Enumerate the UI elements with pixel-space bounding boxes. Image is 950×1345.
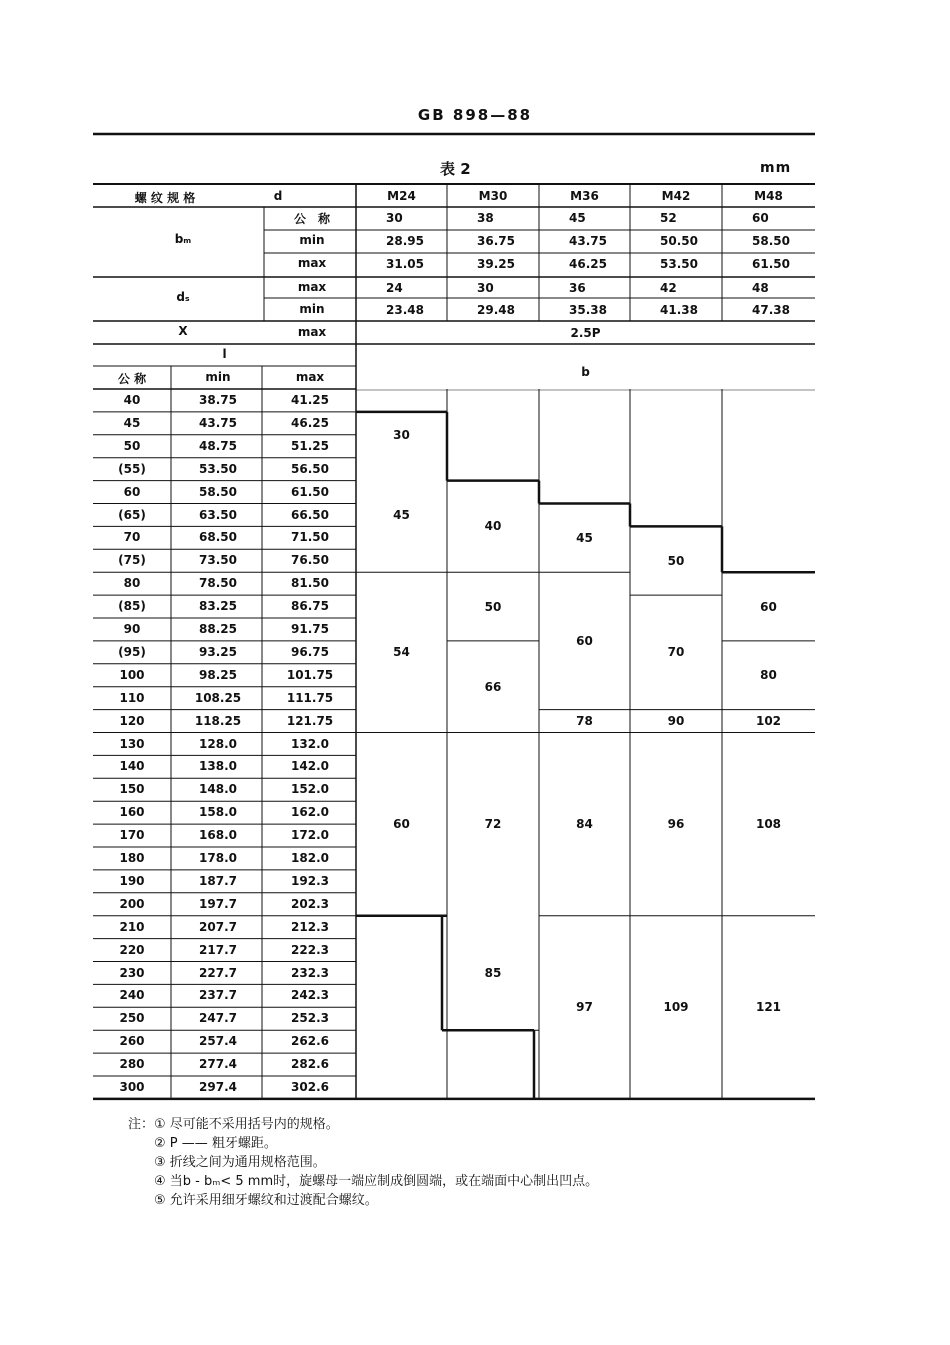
bm-value: 39.25 — [477, 257, 515, 271]
b-value-m48: 121 — [755, 1000, 782, 1015]
b-value-m24: 30 — [393, 427, 410, 442]
l-nominal: 160 — [119, 805, 145, 820]
ds-value: 35.38 — [569, 303, 607, 317]
l-max-header: max — [295, 370, 325, 384]
unit-label: mm — [760, 160, 792, 176]
table-caption: 表 2 — [440, 160, 471, 178]
bm-value: 45 — [569, 211, 586, 225]
ds-value: 24 — [386, 281, 403, 295]
bm-value: 60 — [752, 211, 769, 225]
l-max: 302.6 — [291, 1080, 329, 1094]
ds-value: 42 — [660, 281, 677, 295]
l-nominal: 50 — [123, 438, 141, 453]
l-nominal: 80 — [123, 576, 141, 591]
bm-value: 28.95 — [386, 234, 424, 248]
b-value-m30: 40 — [484, 519, 502, 534]
b-value-m48: 60 — [760, 599, 777, 614]
b-value-m42: 96 — [667, 817, 685, 832]
l-nominal: 45 — [123, 415, 141, 430]
l-nominal: 90 — [123, 622, 141, 636]
l-max: 41.25 — [291, 393, 329, 407]
l-nominal: 180 — [119, 851, 145, 865]
b-symbol: b — [581, 365, 590, 379]
l-min: 63.50 — [199, 507, 237, 522]
b-value-m24: 60 — [393, 817, 410, 832]
l-nominal: 100 — [119, 667, 145, 682]
l-max: 212.3 — [291, 919, 329, 934]
l-max: 121.75 — [286, 713, 334, 728]
l-max: 71.50 — [291, 530, 329, 545]
l-nominal: 170 — [119, 828, 145, 843]
l-nominal: 230 — [119, 965, 145, 980]
l-min: 108.25 — [194, 690, 242, 705]
bm-max-label: max — [297, 256, 327, 270]
b-value-m48: 108 — [755, 817, 782, 832]
b-value-m24: 54 — [393, 645, 410, 660]
l-max: 56.50 — [291, 461, 329, 476]
l-min: 158.0 — [199, 805, 237, 820]
l-nominal: 280 — [119, 1057, 145, 1072]
l-min: 73.50 — [199, 553, 237, 568]
b-value-m36: 78 — [576, 713, 593, 728]
size-m24: M24 — [387, 189, 416, 203]
bm-value: 50.50 — [660, 234, 698, 248]
l-min: 53.50 — [199, 461, 237, 476]
bm-value: 52 — [660, 211, 677, 225]
l-min: 38.75 — [199, 393, 237, 407]
b-value-m42: 50 — [667, 553, 685, 568]
l-max: 262.6 — [291, 1034, 329, 1049]
l-min: 43.75 — [199, 415, 237, 430]
l-min: 78.50 — [199, 576, 237, 591]
document-header: GB 898—88 — [417, 106, 533, 124]
bm-nominal-label: 公 称 — [293, 212, 330, 226]
l-min: 128.0 — [199, 736, 237, 751]
l-nominal: (65) — [118, 507, 146, 522]
bm-value: 46.25 — [569, 257, 607, 271]
l-min: 178.0 — [199, 851, 237, 865]
x-symbol: X — [178, 324, 188, 338]
l-nominal: 240 — [119, 988, 145, 1003]
bm-value: 38 — [477, 211, 494, 225]
l-nominal-header: 公 称 — [117, 372, 147, 386]
l-min: 217.7 — [199, 942, 237, 957]
l-min: 207.7 — [199, 919, 237, 934]
bm-value: 31.05 — [386, 257, 424, 271]
b-value-m42: 70 — [667, 645, 685, 660]
l-nominal: 60 — [123, 484, 141, 499]
bm-symbol: bₘ — [174, 232, 192, 246]
l-nominal: 190 — [119, 873, 145, 888]
l-min: 227.7 — [199, 965, 237, 980]
l-max: 192.3 — [291, 873, 329, 888]
b-value-m24: 45 — [393, 507, 410, 522]
l-max: 222.3 — [291, 942, 329, 957]
l-min: 83.25 — [199, 599, 237, 614]
ds-value: 48 — [752, 281, 769, 295]
l-max: 132.0 — [291, 736, 329, 751]
bm-value: 43.75 — [569, 234, 607, 248]
l-nominal: (75) — [118, 553, 146, 568]
x-max-label: max — [297, 325, 327, 339]
notes-prefix: 注： — [128, 1117, 155, 1132]
b-value-m36: 84 — [576, 817, 593, 832]
l-min: 68.50 — [199, 530, 237, 545]
b-value-m42: 90 — [667, 713, 685, 728]
d-symbol: d — [273, 189, 283, 203]
l-min: 187.7 — [199, 873, 237, 888]
l-min: 93.25 — [199, 644, 237, 659]
ds-value: 30 — [477, 281, 494, 295]
ds-value: 47.38 — [752, 303, 790, 317]
size-m30: M30 — [478, 189, 508, 203]
l-min: 277.4 — [199, 1057, 237, 1072]
b-value-m48: 102 — [755, 713, 782, 728]
ds-value: 36 — [569, 281, 586, 295]
l-symbol: l — [222, 347, 227, 361]
note-1: 注：① 尽可能不采用括号内的规格。 — [128, 1117, 339, 1132]
size-m36: M36 — [570, 189, 599, 203]
ds-value: 29.48 — [477, 303, 515, 317]
l-nominal: 120 — [119, 713, 145, 728]
l-min: 168.0 — [199, 828, 237, 843]
b-value-m42: 109 — [663, 1000, 689, 1015]
size-m42: M42 — [661, 189, 691, 203]
l-min-header: min — [205, 370, 231, 384]
l-nominal: 260 — [119, 1034, 145, 1049]
l-min: 297.4 — [199, 1080, 237, 1094]
l-max: 96.75 — [291, 644, 329, 659]
b-value-m30: 66 — [484, 679, 502, 694]
bm-value: 58.50 — [752, 234, 790, 248]
l-max: 91.75 — [291, 622, 329, 636]
l-min: 197.7 — [199, 896, 237, 911]
thread-spec-label: 螺 纹 规 格 — [134, 191, 196, 205]
ds-max-label: max — [297, 280, 327, 294]
l-max: 202.3 — [291, 896, 329, 911]
l-nominal: 130 — [119, 736, 145, 751]
b-value-m30: 50 — [484, 599, 502, 614]
l-max: 182.0 — [291, 851, 329, 865]
b-value-m48: 80 — [760, 668, 777, 683]
bm-value: 36.75 — [477, 234, 515, 248]
l-max: 142.0 — [291, 759, 329, 774]
l-max: 152.0 — [291, 782, 329, 797]
l-nominal: 220 — [119, 942, 145, 957]
l-nominal: (95) — [118, 644, 146, 659]
l-nominal: 70 — [123, 530, 141, 545]
l-min: 247.7 — [199, 1011, 237, 1026]
l-min: 257.4 — [199, 1034, 237, 1049]
l-max: 111.75 — [286, 690, 334, 705]
b-value-m30: 72 — [484, 817, 502, 832]
ds-value: 23.48 — [386, 303, 424, 317]
l-nominal: 140 — [119, 759, 145, 774]
l-nominal: 200 — [119, 896, 145, 911]
l-min: 148.0 — [199, 782, 237, 797]
l-min: 58.50 — [199, 484, 237, 499]
size-m48: M48 — [754, 189, 783, 203]
note-2: ② P —— 粗牙螺距。 — [154, 1136, 277, 1151]
l-nominal: (55) — [118, 461, 146, 476]
b-value-m30: 85 — [484, 965, 502, 980]
l-max: 61.50 — [291, 484, 329, 499]
note-3: ③ 折线之间为通用规格范围。 — [154, 1155, 326, 1170]
l-min: 88.25 — [199, 622, 237, 636]
b-value-m36: 97 — [576, 1000, 593, 1015]
l-nominal: 210 — [119, 919, 145, 934]
l-nominal: 40 — [123, 393, 141, 407]
bm-value: 30 — [386, 211, 403, 225]
l-max: 76.50 — [291, 553, 329, 568]
bm-value: 53.50 — [660, 257, 698, 271]
b-value-m36: 45 — [576, 530, 593, 545]
ds-min-label: min — [299, 302, 325, 316]
l-nominal: 150 — [119, 782, 145, 797]
l-nominal: 110 — [119, 690, 145, 705]
l-max: 46.25 — [291, 415, 329, 430]
l-min: 48.75 — [199, 438, 237, 453]
l-max: 81.50 — [291, 576, 329, 591]
ds-value: 41.38 — [660, 303, 698, 317]
l-max: 86.75 — [291, 599, 329, 614]
x-value: 2.5P — [570, 326, 601, 340]
notes — [128, 1115, 598, 1210]
ds-symbol: dₛ — [176, 290, 190, 304]
l-min: 138.0 — [199, 759, 237, 774]
l-max: 172.0 — [291, 828, 329, 843]
l-min: 237.7 — [199, 988, 237, 1003]
l-max: 51.25 — [291, 438, 329, 453]
l-nominal: 300 — [119, 1080, 145, 1094]
l-min: 98.25 — [199, 667, 237, 682]
l-max: 282.6 — [291, 1057, 329, 1072]
l-max: 162.0 — [291, 805, 329, 820]
l-nominal: (85) — [118, 599, 146, 614]
l-max: 101.75 — [286, 667, 334, 682]
l-min: 118.25 — [194, 713, 242, 728]
l-max: 242.3 — [291, 988, 329, 1003]
note-4: ④ 当b - bₘ< 5 mm时，旋螺母一端应制成倒圆端，或在端面中心制出凹点。 — [154, 1174, 599, 1189]
note-5: ⑤ 允许采用细牙螺纹和过渡配合螺纹。 — [154, 1193, 378, 1208]
l-max: 252.3 — [291, 1011, 329, 1026]
l-max: 66.50 — [291, 507, 329, 522]
l-nominal: 250 — [119, 1011, 145, 1026]
bm-min-label: min — [299, 233, 325, 247]
b-value-m36: 60 — [576, 633, 593, 648]
l-max: 232.3 — [291, 965, 329, 980]
bm-value: 61.50 — [752, 257, 790, 271]
